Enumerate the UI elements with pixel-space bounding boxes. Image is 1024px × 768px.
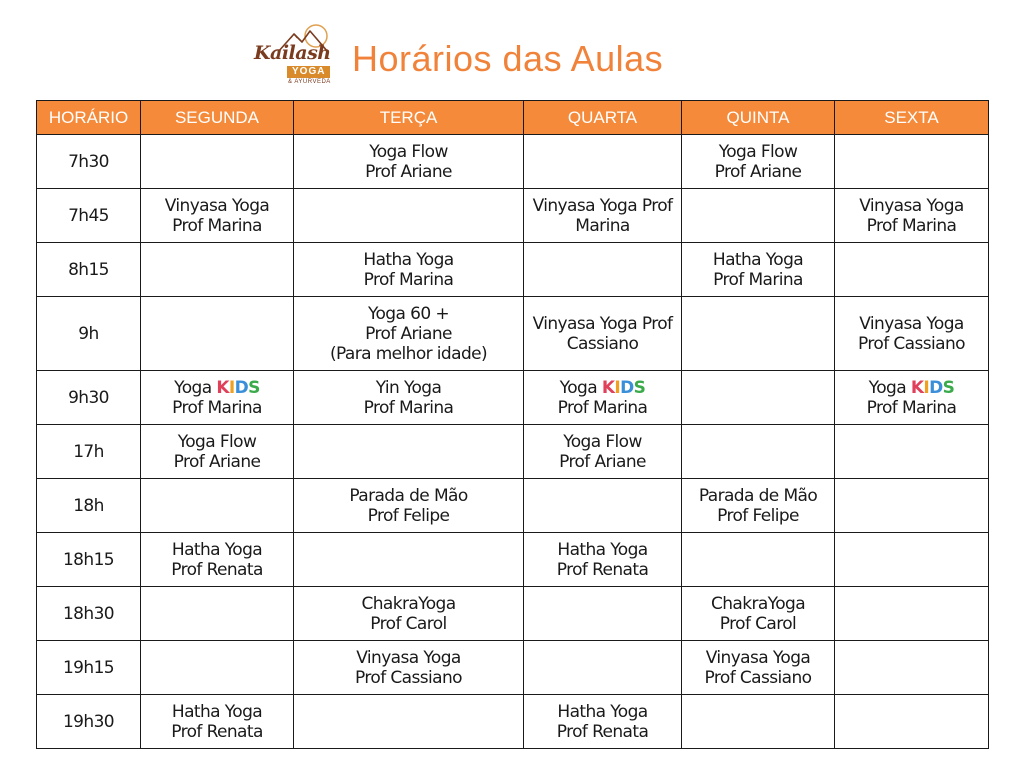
teacher-name: Prof Renata	[556, 721, 649, 742]
class-cell	[682, 135, 835, 189]
teacher-name: Prof Ariane	[365, 323, 452, 344]
table-row	[37, 189, 989, 243]
class-cell	[524, 243, 682, 297]
teacher-name: Prof Marina	[713, 269, 803, 290]
class-cell	[682, 533, 835, 587]
class-name: Hatha Yoga	[712, 249, 804, 270]
class-name-text: Yoga	[559, 377, 598, 398]
class-name: Hatha Yoga	[171, 701, 263, 722]
teacher-name: Prof Felipe	[717, 505, 799, 526]
table-row	[37, 297, 989, 371]
kailash-logo	[250, 22, 340, 88]
logo-subtitle: & AYURVEDA	[288, 79, 331, 85]
kids-letter: D	[929, 377, 943, 398]
class-cell	[835, 425, 989, 479]
class-cell	[141, 641, 294, 695]
teacher-name: Prof Ariane	[173, 451, 261, 472]
table-row	[37, 695, 989, 749]
class-name: Yoga Flow	[563, 431, 642, 452]
class-cell	[524, 297, 682, 371]
class-name-text: Yoga	[174, 377, 212, 398]
class-note: (Para melhor idade)	[329, 343, 488, 364]
class-cell	[141, 695, 294, 749]
class-cell	[294, 695, 524, 749]
teacher-name: Prof Cassiano	[704, 667, 812, 688]
class-cell	[835, 587, 989, 641]
teacher-name: Marina	[575, 215, 630, 236]
class-name: Vinyasa Yoga	[859, 195, 964, 216]
class-cell	[524, 641, 682, 695]
kids-letter: S	[942, 377, 955, 398]
class-cell	[294, 135, 524, 189]
class-cell	[141, 587, 294, 641]
class-name: Vinyasa Yoga	[356, 647, 461, 668]
table-row	[37, 425, 989, 479]
page-header	[0, 20, 1024, 90]
class-name: Vinyasa Yoga	[859, 313, 964, 334]
class-cell	[141, 243, 294, 297]
class-cell	[524, 479, 682, 533]
teacher-name: Prof Marina	[172, 397, 262, 418]
teacher-name: Prof Ariane	[714, 161, 802, 182]
teacher-name: Prof Cassiano	[858, 333, 965, 354]
column-header: HORÁRIO	[37, 101, 141, 135]
class-name: Hatha Yoga	[557, 539, 648, 560]
time-cell: 18h15	[37, 533, 141, 587]
class-name	[835, 378, 988, 398]
class-cell	[524, 425, 682, 479]
class-cell	[682, 425, 835, 479]
kids-letter: S	[633, 377, 646, 398]
teacher-name: Prof Renata	[556, 559, 649, 580]
kids-letter: K	[601, 377, 615, 398]
class-cell	[294, 641, 524, 695]
class-cell	[835, 641, 989, 695]
column-header: SEXTA	[835, 101, 989, 135]
teacher-name: Prof Carol	[719, 613, 797, 634]
class-cell	[524, 189, 682, 243]
class-cell	[835, 243, 989, 297]
kids-letter: D	[620, 377, 634, 398]
class-name: Yoga Flow	[718, 141, 798, 162]
class-name: ChakraYoga	[710, 593, 806, 614]
teacher-name: Prof Ariane	[365, 161, 452, 182]
time-cell: 18h30	[37, 587, 141, 641]
class-name	[524, 378, 681, 398]
teacher-name: Prof Marina	[363, 269, 454, 290]
class-name: ChakraYoga	[361, 593, 456, 614]
column-header: TERÇA	[294, 101, 524, 135]
time-cell: 19h30	[37, 695, 141, 749]
class-cell	[294, 533, 524, 587]
class-cell	[141, 135, 294, 189]
class-name: Hatha Yoga	[171, 539, 263, 560]
time-cell: 7h45	[37, 189, 141, 243]
class-cell	[294, 189, 524, 243]
teacher-name: Cassiano	[566, 333, 639, 354]
kids-letter: I	[228, 377, 235, 398]
column-header: QUINTA	[682, 101, 835, 135]
class-cell	[294, 371, 524, 425]
table-row	[37, 641, 989, 695]
column-header: SEGUNDA	[141, 101, 294, 135]
class-name: Parada de Mão	[698, 485, 818, 506]
table-row	[37, 533, 989, 587]
time-cell: 9h30	[37, 371, 141, 425]
time-cell: 19h15	[37, 641, 141, 695]
class-name: Hatha Yoga	[363, 249, 454, 270]
class-name-text: Yoga	[868, 377, 907, 398]
schedule-table	[36, 100, 989, 749]
column-header: QUARTA	[524, 101, 682, 135]
table-row	[37, 243, 989, 297]
page-title: Horários das Aulas	[352, 38, 664, 79]
table-row	[37, 479, 989, 533]
class-cell	[294, 297, 524, 371]
kids-letter: K	[216, 377, 229, 398]
teacher-name: Prof Felipe	[367, 505, 450, 526]
class-cell	[294, 243, 524, 297]
time-cell: 18h	[37, 479, 141, 533]
class-cell	[835, 371, 989, 425]
class-cell	[682, 371, 835, 425]
class-cell	[141, 371, 294, 425]
class-name: Yoga Flow	[177, 431, 257, 452]
teacher-name: Prof Renata	[171, 721, 263, 742]
class-cell	[682, 189, 835, 243]
kids-letter: I	[614, 377, 621, 398]
class-name: Yoga 60 +	[367, 303, 450, 324]
class-cell	[835, 135, 989, 189]
table-row	[37, 135, 989, 189]
class-cell	[682, 695, 835, 749]
class-cell	[682, 243, 835, 297]
class-name: Vinyasa Yoga	[164, 195, 270, 216]
class-cell	[294, 425, 524, 479]
table-row	[37, 587, 989, 641]
class-cell	[835, 695, 989, 749]
class-cell	[141, 479, 294, 533]
teacher-name: Prof Ariane	[559, 451, 646, 472]
class-cell	[835, 479, 989, 533]
class-cell	[524, 587, 682, 641]
class-cell	[835, 297, 989, 371]
class-name: Vinyasa Yoga	[705, 647, 811, 668]
time-cell: 8h15	[37, 243, 141, 297]
class-cell	[294, 479, 524, 533]
class-cell	[141, 533, 294, 587]
class-cell	[682, 479, 835, 533]
class-name: Yoga Flow	[369, 141, 448, 162]
class-cell	[524, 695, 682, 749]
class-cell	[141, 425, 294, 479]
header-row	[37, 101, 989, 135]
class-cell	[141, 189, 294, 243]
kids-letter: I	[923, 377, 930, 398]
time-cell: 7h30	[37, 135, 141, 189]
teacher-name: Prof Marina	[866, 215, 957, 236]
class-cell	[524, 371, 682, 425]
time-cell: 17h	[37, 425, 141, 479]
teacher-name: Prof Marina	[363, 397, 454, 418]
time-cell: 9h	[37, 297, 141, 371]
class-cell	[682, 587, 835, 641]
class-cell	[294, 587, 524, 641]
class-cell	[682, 297, 835, 371]
teacher-name: Prof Cassiano	[355, 667, 462, 688]
logo-tag: YOGA	[287, 66, 330, 78]
class-cell	[835, 533, 989, 587]
logo-brand: Kailash	[254, 42, 331, 64]
class-name: Hatha Yoga	[557, 701, 648, 722]
class-name: Parada de Mão	[349, 485, 468, 506]
class-cell	[524, 135, 682, 189]
class-name	[141, 378, 293, 398]
class-name: Vinyasa Yoga Prof	[532, 195, 673, 216]
teacher-name: Prof Carol	[370, 613, 447, 634]
teacher-name: Prof Marina	[172, 215, 262, 236]
teacher-name: Prof Marina	[557, 397, 648, 418]
class-name: Vinyasa Yoga Prof	[532, 313, 673, 334]
teacher-name: Prof Marina	[866, 397, 957, 418]
class-cell	[835, 189, 989, 243]
kids-letter: K	[910, 377, 924, 398]
class-cell	[524, 533, 682, 587]
class-name: Yin Yoga	[375, 377, 442, 398]
kids-letter: D	[234, 377, 249, 398]
table-row	[37, 371, 989, 425]
kids-letter: S	[248, 377, 260, 398]
class-cell	[141, 297, 294, 371]
teacher-name: Prof Renata	[171, 559, 263, 580]
class-cell	[682, 641, 835, 695]
